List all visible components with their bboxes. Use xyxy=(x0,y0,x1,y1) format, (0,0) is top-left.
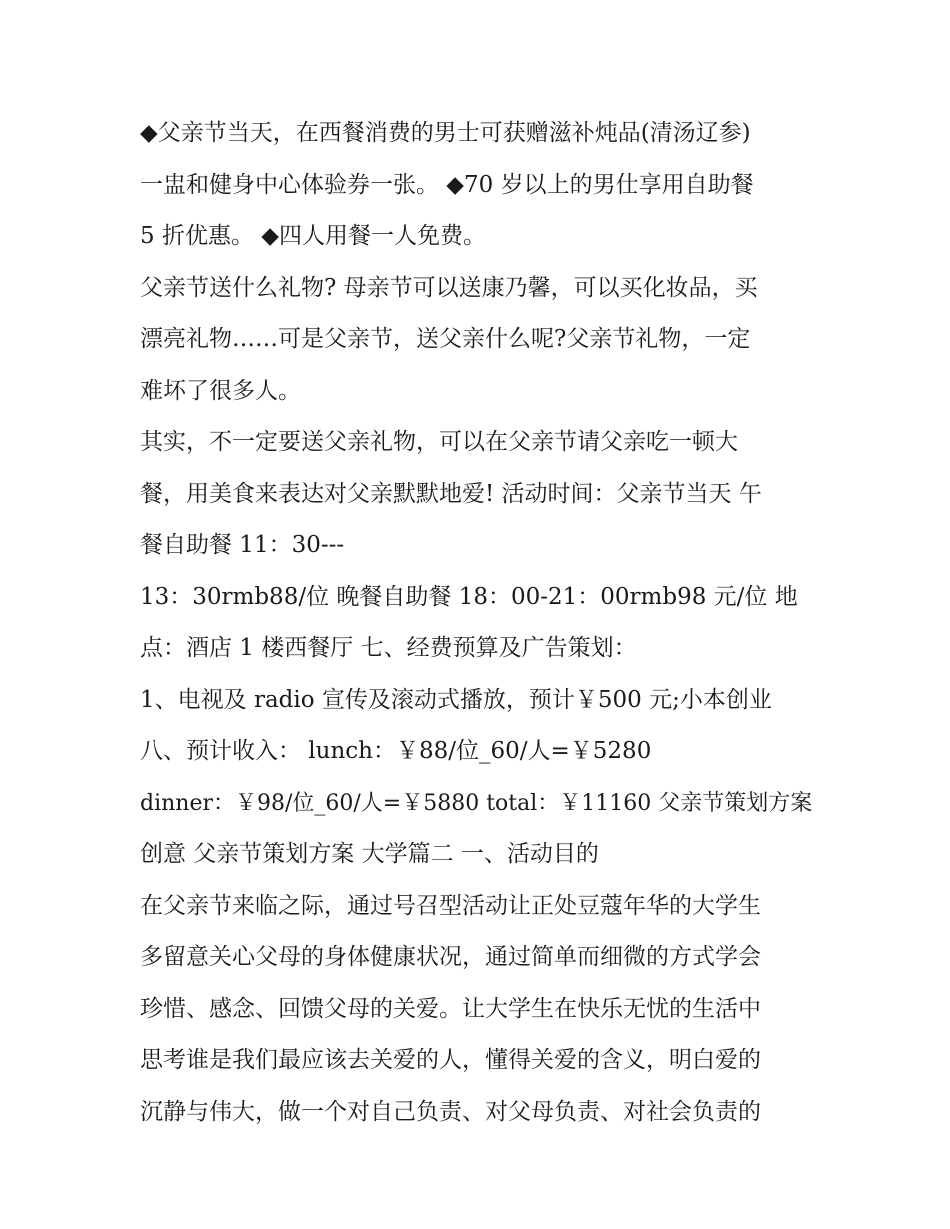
text-line-4: 父亲节送什么礼物? 母亲节可以送康乃馨，可以买化妆品，买 xyxy=(140,274,758,301)
text-line-13: 八、预计收入： lunch：￥88/位_60/人=￥5280 xyxy=(140,738,652,764)
text-line-10: 13：30rmb88/位 晚餐自助餐 18：00-21：00rmb98 元/位 地 xyxy=(140,583,798,610)
text-line-11: 点：酒店 1 楼西餐厅 七、经费预算及广告策划： xyxy=(140,635,637,661)
text-line-1: ◆父亲节当天，在西餐消费的男士可获赠滋补炖品(清汤辽参) xyxy=(140,120,751,146)
text-line-17: 多留意关心父母的身体健康状况，通过简单而细微的方式学会 xyxy=(140,944,761,970)
text-line-15: 创意 父亲节策划方案 大学篇二 一、活动目的 xyxy=(140,841,599,867)
text-line-19: 思考谁是我们最应该去关爱的人，懂得关爱的含义，明白爱的 xyxy=(140,1047,761,1073)
text-line-7: 其实，不一定要送父亲礼物，可以在父亲节请父亲吃一顿大 xyxy=(140,429,738,455)
text-line-8: 餐，用美食来表达对父亲默默地爱! 活动时间：父亲节当天 午 xyxy=(140,480,762,507)
text-line-20: 沉静与伟大，做一个对自己负责、对父母负责、对社会负责的 xyxy=(140,1098,761,1125)
text-line-12: 1、电视及 radio 宣传及滚动式播放，预计￥500 元;小本创业 xyxy=(140,686,772,713)
text-line-9: 餐自助餐 11：30--- xyxy=(140,532,345,558)
text-line-6: 难坏了很多人。 xyxy=(140,377,301,404)
text-line-2: 一盅和健身中心体验券一张。 ◆70 岁以上的男仕享用自助餐 xyxy=(140,171,754,198)
text-line-14: dinner：￥98/位_60/人=￥5880 total：￥11160 父亲节策划方案 xyxy=(140,790,813,816)
text-line-18: 珍惜、感念、回馈父母的关爱。让大学生在快乐无忧的生活中 xyxy=(140,995,761,1022)
document-body xyxy=(140,108,820,1138)
text-line-3: 5 折优惠。 ◆四人用餐一人免费。 xyxy=(140,223,486,249)
text-line-5: 漂亮礼物……可是父亲节，送父亲什么呢?父亲节礼物，一定 xyxy=(140,326,751,352)
text-line-16: 在父亲节来临之际，通过号召型活动让正处豆蔻年华的大学生 xyxy=(140,892,761,919)
